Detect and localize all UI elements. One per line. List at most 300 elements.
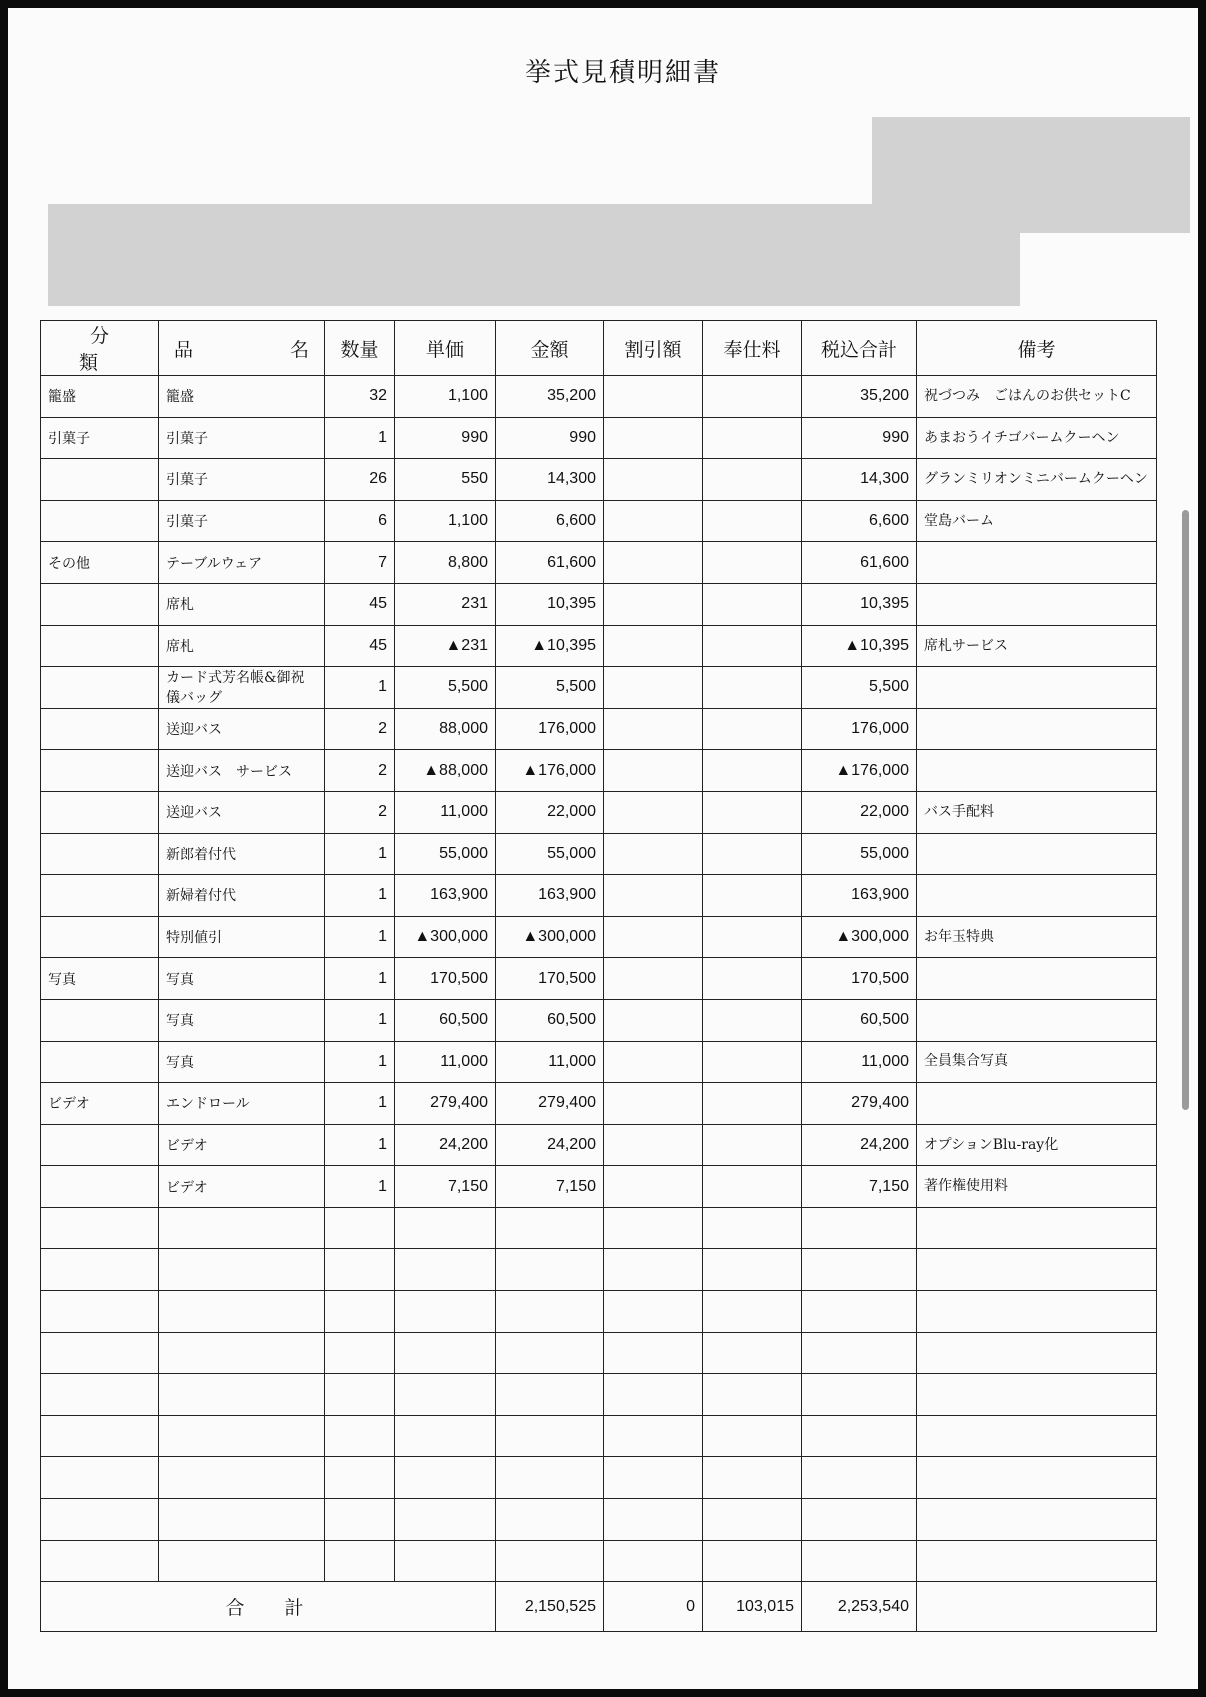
- unit-price-cell: 990: [395, 417, 496, 459]
- service-fee-cell: [703, 791, 802, 833]
- service-fee-cell: [703, 1041, 802, 1083]
- table-row: [41, 500, 1157, 542]
- qty-cell: 2: [325, 791, 395, 833]
- unit-price-cell: 60,500: [395, 999, 496, 1041]
- empty-cell: [496, 1291, 604, 1333]
- category-cell: [41, 750, 159, 792]
- empty-cell: [802, 1499, 917, 1541]
- amount-cell: 176,000: [496, 708, 604, 750]
- empty-cell: [325, 1499, 395, 1541]
- empty-cell: [41, 1332, 159, 1374]
- empty-cell: [325, 1540, 395, 1582]
- remarks-cell: 祝づつみ ごはんのお供セットC: [917, 376, 1157, 418]
- empty-cell: [41, 1291, 159, 1333]
- item-name-cell: 籠盛: [159, 376, 325, 418]
- amount-cell: ▲300,000: [496, 916, 604, 958]
- category-cell: 籠盛: [41, 376, 159, 418]
- qty-cell: 6: [325, 500, 395, 542]
- discount-cell: [604, 667, 703, 709]
- empty-cell: [496, 1499, 604, 1541]
- unit-price-cell: 279,400: [395, 1083, 496, 1125]
- qty-cell: 1: [325, 1041, 395, 1083]
- discount-cell: [604, 708, 703, 750]
- empty-cell: [159, 1499, 325, 1541]
- discount-cell: [604, 500, 703, 542]
- service-fee-cell: [703, 417, 802, 459]
- empty-cell: [496, 1249, 604, 1291]
- discount-cell: [604, 376, 703, 418]
- amount-cell: 60,500: [496, 999, 604, 1041]
- table-row: [41, 1124, 1157, 1166]
- service-fee-cell: [703, 625, 802, 667]
- empty-cell: [604, 1249, 703, 1291]
- remarks-cell: 堂島バーム: [917, 500, 1157, 542]
- total-cell: 6,600: [802, 500, 917, 542]
- empty-cell: [703, 1540, 802, 1582]
- table-row: [41, 542, 1157, 584]
- table-row: [41, 376, 1157, 418]
- category-cell: [41, 625, 159, 667]
- empty-cell: [395, 1540, 496, 1582]
- empty-cell: [325, 1291, 395, 1333]
- category-cell: [41, 708, 159, 750]
- scrollbar[interactable]: [1182, 510, 1189, 1110]
- remarks-cell: [917, 833, 1157, 875]
- amount-cell: 35,200: [496, 376, 604, 418]
- unit-price-cell: ▲300,000: [395, 916, 496, 958]
- empty-cell: [159, 1374, 325, 1416]
- empty-cell: [604, 1207, 703, 1249]
- empty-cell: [703, 1207, 802, 1249]
- table-header-row: [41, 321, 1157, 376]
- redacted-block: [48, 204, 1020, 306]
- discount-cell: [604, 750, 703, 792]
- amount-cell: 163,900: [496, 875, 604, 917]
- remarks-cell: オプションBlu-ray化: [917, 1124, 1157, 1166]
- service-fee-cell: [703, 376, 802, 418]
- empty-cell: [604, 1374, 703, 1416]
- header-remarks: 備考: [917, 321, 1157, 376]
- discount-cell: [604, 1166, 703, 1208]
- empty-cell: [159, 1457, 325, 1499]
- empty-cell: [703, 1249, 802, 1291]
- totals-label: 合計: [41, 1582, 496, 1632]
- empty-row: [41, 1332, 1157, 1374]
- remarks-cell: [917, 708, 1157, 750]
- amount-cell: 990: [496, 417, 604, 459]
- service-fee-cell: [703, 583, 802, 625]
- empty-cell: [917, 1249, 1157, 1291]
- estimate-table: [40, 320, 1157, 1632]
- service-fee-cell: [703, 958, 802, 1000]
- total-cell: 61,600: [802, 542, 917, 584]
- header-qty: 数量: [325, 321, 395, 376]
- table-row: [41, 459, 1157, 501]
- table-row: [41, 583, 1157, 625]
- service-fee-cell: [703, 833, 802, 875]
- table-row: [41, 417, 1157, 459]
- qty-cell: 7: [325, 542, 395, 584]
- amount-cell: ▲10,395: [496, 625, 604, 667]
- empty-cell: [802, 1332, 917, 1374]
- item-name-cell: 送迎バス サービス: [159, 750, 325, 792]
- unit-price-cell: 11,000: [395, 1041, 496, 1083]
- empty-cell: [604, 1332, 703, 1374]
- empty-cell: [325, 1374, 395, 1416]
- amount-cell: 24,200: [496, 1124, 604, 1166]
- empty-cell: [41, 1249, 159, 1291]
- qty-cell: 1: [325, 833, 395, 875]
- header-total: 税込合計: [802, 321, 917, 376]
- empty-cell: [917, 1457, 1157, 1499]
- empty-cell: [496, 1540, 604, 1582]
- unit-price-cell: 1,100: [395, 376, 496, 418]
- amount-cell: 7,150: [496, 1166, 604, 1208]
- item-name-cell: 席札: [159, 625, 325, 667]
- empty-row: [41, 1374, 1157, 1416]
- empty-cell: [325, 1415, 395, 1457]
- empty-cell: [802, 1249, 917, 1291]
- discount-cell: [604, 791, 703, 833]
- empty-cell: [395, 1291, 496, 1333]
- empty-cell: [41, 1499, 159, 1541]
- empty-cell: [395, 1249, 496, 1291]
- unit-price-cell: 163,900: [395, 875, 496, 917]
- discount-cell: [604, 958, 703, 1000]
- header-category: 分 類: [41, 321, 159, 376]
- table-row: [41, 1166, 1157, 1208]
- empty-cell: [604, 1415, 703, 1457]
- empty-cell: [917, 1415, 1157, 1457]
- total-cell: ▲300,000: [802, 916, 917, 958]
- item-name-cell: エンドロール: [159, 1083, 325, 1125]
- table-row: [41, 625, 1157, 667]
- service-fee-cell: [703, 750, 802, 792]
- remarks-cell: 席札サービス: [917, 625, 1157, 667]
- header-discount: 割引額: [604, 321, 703, 376]
- empty-cell: [802, 1374, 917, 1416]
- empty-cell: [604, 1457, 703, 1499]
- qty-cell: 1: [325, 417, 395, 459]
- remarks-cell: 全員集合写真: [917, 1041, 1157, 1083]
- header-amount: 金額: [496, 321, 604, 376]
- remarks-cell: お年玉特典: [917, 916, 1157, 958]
- empty-row: [41, 1207, 1157, 1249]
- empty-cell: [604, 1291, 703, 1333]
- qty-cell: 2: [325, 708, 395, 750]
- total-cell: 11,000: [802, 1041, 917, 1083]
- empty-cell: [703, 1457, 802, 1499]
- discount-cell: [604, 1083, 703, 1125]
- empty-cell: [395, 1207, 496, 1249]
- empty-cell: [395, 1457, 496, 1499]
- discount-cell: [604, 542, 703, 584]
- empty-cell: [703, 1499, 802, 1541]
- unit-price-cell: ▲231: [395, 625, 496, 667]
- empty-cell: [159, 1415, 325, 1457]
- category-cell: [41, 1041, 159, 1083]
- service-fee-cell: [703, 999, 802, 1041]
- empty-cell: [917, 1291, 1157, 1333]
- header-item-name: 品 名: [159, 321, 325, 376]
- totals-amount: 2,150,525: [496, 1582, 604, 1632]
- amount-cell: ▲176,000: [496, 750, 604, 792]
- empty-cell: [703, 1415, 802, 1457]
- table-row: [41, 1083, 1157, 1125]
- unit-price-cell: 1,100: [395, 500, 496, 542]
- unit-price-cell: 88,000: [395, 708, 496, 750]
- empty-cell: [159, 1291, 325, 1333]
- empty-cell: [703, 1291, 802, 1333]
- remarks-cell: [917, 542, 1157, 584]
- discount-cell: [604, 999, 703, 1041]
- empty-cell: [802, 1457, 917, 1499]
- empty-cell: [41, 1207, 159, 1249]
- empty-cell: [496, 1415, 604, 1457]
- qty-cell: 45: [325, 625, 395, 667]
- total-cell: ▲10,395: [802, 625, 917, 667]
- service-fee-cell: [703, 708, 802, 750]
- total-cell: 35,200: [802, 376, 917, 418]
- empty-cell: [604, 1499, 703, 1541]
- totals-row: [41, 1582, 1157, 1632]
- item-name-cell: 送迎バス: [159, 791, 325, 833]
- empty-row: [41, 1415, 1157, 1457]
- remarks-cell: あまおうイチゴバームクーヘン: [917, 417, 1157, 459]
- qty-cell: 1: [325, 667, 395, 709]
- item-name-cell: テーブルウェア: [159, 542, 325, 584]
- empty-cell: [917, 1540, 1157, 1582]
- total-cell: 990: [802, 417, 917, 459]
- total-cell: 14,300: [802, 459, 917, 501]
- remarks-cell: [917, 999, 1157, 1041]
- empty-cell: [159, 1540, 325, 1582]
- category-cell: [41, 667, 159, 709]
- empty-cell: [917, 1332, 1157, 1374]
- service-fee-cell: [703, 875, 802, 917]
- discount-cell: [604, 459, 703, 501]
- item-name-cell: 写真: [159, 999, 325, 1041]
- qty-cell: 1: [325, 1083, 395, 1125]
- qty-cell: 26: [325, 459, 395, 501]
- discount-cell: [604, 833, 703, 875]
- service-fee-cell: [703, 916, 802, 958]
- table-row: [41, 1041, 1157, 1083]
- table-row: [41, 708, 1157, 750]
- qty-cell: 2: [325, 750, 395, 792]
- unit-price-cell: 8,800: [395, 542, 496, 584]
- amount-cell: 11,000: [496, 1041, 604, 1083]
- empty-row: [41, 1499, 1157, 1541]
- item-name-cell: 席札: [159, 583, 325, 625]
- item-name-cell: 新婦着付代: [159, 875, 325, 917]
- category-cell: [41, 459, 159, 501]
- unit-price-cell: 5,500: [395, 667, 496, 709]
- total-cell: 279,400: [802, 1083, 917, 1125]
- unit-price-cell: 550: [395, 459, 496, 501]
- item-name-cell: 特別値引: [159, 916, 325, 958]
- item-name-cell: 新郎着付代: [159, 833, 325, 875]
- empty-cell: [395, 1415, 496, 1457]
- total-cell: 163,900: [802, 875, 917, 917]
- empty-cell: [802, 1207, 917, 1249]
- empty-cell: [325, 1249, 395, 1291]
- category-cell: [41, 583, 159, 625]
- qty-cell: 32: [325, 376, 395, 418]
- discount-cell: [604, 583, 703, 625]
- total-cell: 176,000: [802, 708, 917, 750]
- empty-cell: [917, 1499, 1157, 1541]
- category-cell: ビデオ: [41, 1083, 159, 1125]
- remarks-cell: [917, 667, 1157, 709]
- table-row: [41, 875, 1157, 917]
- qty-cell: 45: [325, 583, 395, 625]
- amount-cell: 170,500: [496, 958, 604, 1000]
- unit-price-cell: 7,150: [395, 1166, 496, 1208]
- table-row: [41, 750, 1157, 792]
- empty-row: [41, 1291, 1157, 1333]
- amount-cell: 55,000: [496, 833, 604, 875]
- empty-cell: [325, 1207, 395, 1249]
- service-fee-cell: [703, 1166, 802, 1208]
- qty-cell: 1: [325, 999, 395, 1041]
- totals-total: 2,253,540: [802, 1582, 917, 1632]
- total-cell: 60,500: [802, 999, 917, 1041]
- unit-price-cell: ▲88,000: [395, 750, 496, 792]
- item-name-cell: 引菓子: [159, 500, 325, 542]
- total-cell: 7,150: [802, 1166, 917, 1208]
- remarks-cell: グランミリオンミニバームクーヘン: [917, 459, 1157, 501]
- category-cell: [41, 500, 159, 542]
- table-row: [41, 791, 1157, 833]
- discount-cell: [604, 1041, 703, 1083]
- service-fee-cell: [703, 1083, 802, 1125]
- empty-row: [41, 1540, 1157, 1582]
- empty-cell: [159, 1207, 325, 1249]
- item-name-cell: ビデオ: [159, 1124, 325, 1166]
- discount-cell: [604, 875, 703, 917]
- header-unit-price: 単価: [395, 321, 496, 376]
- category-cell: [41, 1166, 159, 1208]
- empty-cell: [395, 1332, 496, 1374]
- amount-cell: 14,300: [496, 459, 604, 501]
- amount-cell: 279,400: [496, 1083, 604, 1125]
- category-cell: その他: [41, 542, 159, 584]
- item-name-cell: 写真: [159, 1041, 325, 1083]
- empty-cell: [604, 1540, 703, 1582]
- empty-cell: [802, 1291, 917, 1333]
- remarks-cell: [917, 1083, 1157, 1125]
- item-name-cell: 引菓子: [159, 417, 325, 459]
- table-row: [41, 833, 1157, 875]
- service-fee-cell: [703, 1124, 802, 1166]
- unit-price-cell: 170,500: [395, 958, 496, 1000]
- remarks-cell: [917, 958, 1157, 1000]
- total-cell: 10,395: [802, 583, 917, 625]
- table-row: [41, 958, 1157, 1000]
- empty-cell: [802, 1415, 917, 1457]
- empty-cell: [917, 1374, 1157, 1416]
- category-cell: 引菓子: [41, 417, 159, 459]
- total-cell: 5,500: [802, 667, 917, 709]
- totals-discount: 0: [604, 1582, 703, 1632]
- empty-row: [41, 1249, 1157, 1291]
- totals-remarks: [917, 1582, 1157, 1632]
- total-cell: 22,000: [802, 791, 917, 833]
- qty-cell: 1: [325, 916, 395, 958]
- unit-price-cell: 24,200: [395, 1124, 496, 1166]
- empty-cell: [41, 1415, 159, 1457]
- total-cell: 55,000: [802, 833, 917, 875]
- qty-cell: 1: [325, 958, 395, 1000]
- empty-cell: [917, 1207, 1157, 1249]
- total-cell: 24,200: [802, 1124, 917, 1166]
- category-cell: [41, 875, 159, 917]
- totals-service-fee: 103,015: [703, 1582, 802, 1632]
- remarks-cell: [917, 750, 1157, 792]
- document-title: 挙式見積明細書: [524, 58, 721, 88]
- empty-cell: [159, 1332, 325, 1374]
- empty-cell: [325, 1457, 395, 1499]
- total-cell: 170,500: [802, 958, 917, 1000]
- total-cell: ▲176,000: [802, 750, 917, 792]
- qty-cell: 1: [325, 875, 395, 917]
- unit-price-cell: 55,000: [395, 833, 496, 875]
- empty-cell: [703, 1374, 802, 1416]
- empty-cell: [802, 1540, 917, 1582]
- empty-cell: [496, 1457, 604, 1499]
- table-row: [41, 916, 1157, 958]
- amount-cell: 6,600: [496, 500, 604, 542]
- category-cell: 写真: [41, 958, 159, 1000]
- empty-cell: [496, 1374, 604, 1416]
- header-service-fee: 奉仕料: [703, 321, 802, 376]
- amount-cell: 22,000: [496, 791, 604, 833]
- qty-cell: 1: [325, 1166, 395, 1208]
- empty-cell: [395, 1374, 496, 1416]
- service-fee-cell: [703, 459, 802, 501]
- empty-cell: [703, 1332, 802, 1374]
- empty-cell: [395, 1499, 496, 1541]
- empty-cell: [496, 1207, 604, 1249]
- unit-price-cell: 231: [395, 583, 496, 625]
- amount-cell: 61,600: [496, 542, 604, 584]
- service-fee-cell: [703, 542, 802, 584]
- category-cell: [41, 916, 159, 958]
- table-row: [41, 999, 1157, 1041]
- service-fee-cell: [703, 667, 802, 709]
- remarks-cell: [917, 875, 1157, 917]
- remarks-cell: [917, 583, 1157, 625]
- discount-cell: [604, 417, 703, 459]
- item-name-cell: 引菓子: [159, 459, 325, 501]
- category-cell: [41, 791, 159, 833]
- remarks-cell: 著作権使用料: [917, 1166, 1157, 1208]
- item-name-cell: ビデオ: [159, 1166, 325, 1208]
- empty-cell: [496, 1332, 604, 1374]
- empty-cell: [41, 1457, 159, 1499]
- amount-cell: 5,500: [496, 667, 604, 709]
- empty-cell: [325, 1332, 395, 1374]
- category-cell: [41, 833, 159, 875]
- amount-cell: 10,395: [496, 583, 604, 625]
- empty-cell: [41, 1540, 159, 1582]
- table-row: [41, 667, 1157, 709]
- discount-cell: [604, 1124, 703, 1166]
- service-fee-cell: [703, 500, 802, 542]
- remarks-cell: バス手配料: [917, 791, 1157, 833]
- item-name-cell: カード式芳名帳&御祝儀バッグ: [159, 667, 325, 709]
